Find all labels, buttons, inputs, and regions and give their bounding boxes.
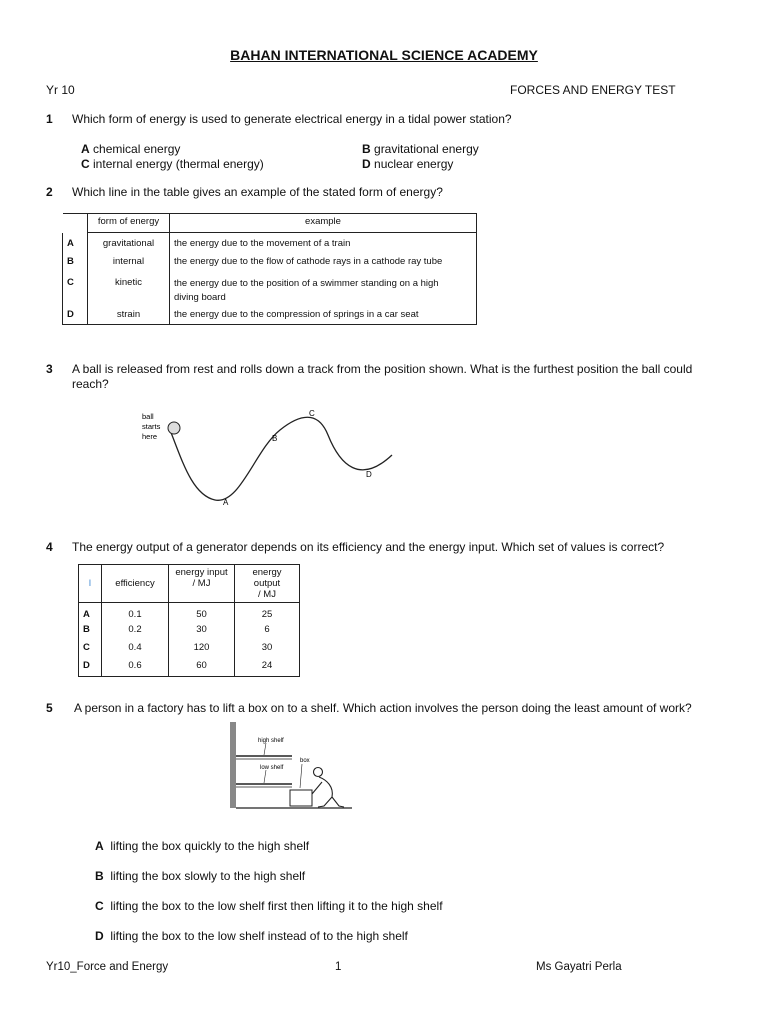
option-letter: D	[95, 929, 104, 943]
option-text: internal energy (thermal energy)	[93, 157, 264, 171]
question-text-4: The energy output of a generator depends on its efficiency and the energy input. Which set of values is correct?	[72, 540, 665, 554]
question-number-3: 3	[46, 362, 53, 376]
question-number-4: 4	[46, 540, 53, 554]
low-shelf-label: low shelf	[260, 765, 284, 771]
box-label: box	[300, 758, 310, 764]
high-shelf-label: high shelf	[258, 738, 284, 744]
row-efficiency: 0.4	[102, 640, 169, 658]
row-output: 30	[235, 640, 300, 658]
table-row	[63, 307, 477, 325]
row-form: strain	[88, 307, 170, 325]
row-input: 50	[169, 603, 235, 623]
option-text: lifting the box to the low shelf instead of to the high shelf	[110, 929, 408, 943]
row-letter: A	[63, 233, 88, 254]
question-number-1: 1	[46, 112, 53, 126]
table-row	[79, 658, 300, 676]
row-efficiency: 0.6	[102, 658, 169, 676]
row-form: gravitational	[88, 233, 170, 254]
row-example: the energy due to the compression of springs in a car seat	[170, 307, 477, 325]
year-label: Yr 10	[46, 83, 75, 97]
shelf-diagram	[222, 722, 354, 812]
start-label-line1: ball	[142, 412, 154, 421]
row-efficiency: 0.2	[102, 622, 169, 640]
point-label-a: A	[223, 498, 229, 507]
option-letter: B	[362, 142, 371, 156]
row-input: 60	[169, 658, 235, 676]
question-text-5: A person in a factory has to lift a box on to a shelf. Which action involves the person doing the least amount of work?	[74, 701, 692, 715]
row-example: the energy due to the movement of a train	[170, 233, 477, 254]
row-form: internal	[88, 254, 170, 275]
table-row	[79, 603, 300, 623]
generator-table	[78, 564, 300, 677]
row-letter: C	[79, 640, 102, 658]
option-text: lifting the box slowly to the high shelf	[110, 869, 306, 883]
question-text-2: Which line in the table gives an example of the stated form of energy?	[72, 185, 443, 199]
q1-option-d	[362, 157, 453, 171]
question-text-1: Which form of energy is used to generate electrical energy in a tidal power station?	[72, 112, 512, 126]
row-input: 120	[169, 640, 235, 658]
q1-option-a	[81, 142, 180, 156]
ball-track-diagram	[130, 400, 410, 515]
row-input: 30	[169, 622, 235, 640]
row-letter: B	[63, 254, 88, 275]
row-letter: A	[79, 603, 102, 623]
q5-option-c	[95, 899, 443, 913]
row-output: 6	[235, 622, 300, 640]
option-letter: A	[81, 142, 90, 156]
start-label-line3: here	[142, 432, 158, 441]
option-text: nuclear energy	[374, 157, 454, 171]
option-letter: B	[95, 869, 104, 883]
track-curve	[170, 417, 392, 500]
person-lifting-icon	[312, 768, 344, 808]
row-example: the energy due to the position of a swimmer standing on a high diving board	[170, 275, 477, 307]
table-row	[63, 275, 477, 307]
q5-option-d	[95, 929, 408, 943]
row-letter: D	[63, 307, 88, 325]
col-header-input: energy input / MJ	[169, 565, 235, 603]
test-title: FORCES AND ENERGY TEST	[510, 83, 676, 97]
row-efficiency: 0.1	[102, 603, 169, 623]
box-icon	[290, 790, 312, 806]
row-example: the energy due to the flow of cathode rays in a cathode ray tube	[170, 254, 477, 275]
question-text-3: A ball is released from rest and rolls down a track from the position shown. What is the furthest position the ball could reach?	[72, 362, 693, 391]
option-letter: C	[95, 899, 104, 913]
col-header-example: example	[170, 214, 477, 233]
point-label-d: D	[366, 470, 372, 479]
ball-icon	[168, 422, 180, 434]
wall	[230, 722, 236, 808]
q1-option-b	[362, 142, 479, 156]
table-row	[63, 233, 477, 254]
footer-teacher: Ms Gayatri Perla	[536, 961, 622, 973]
page-number: 1	[335, 961, 342, 973]
energy-forms-table	[62, 213, 477, 325]
q5-option-b	[95, 869, 305, 883]
start-label-line2: starts	[142, 422, 161, 431]
row-letter: B	[79, 622, 102, 640]
row-output: 25	[235, 603, 300, 623]
point-label-c: C	[309, 409, 315, 418]
option-text: chemical energy	[93, 142, 181, 156]
question-number-5: 5	[46, 701, 53, 715]
option-letter: D	[362, 157, 371, 171]
question-number-2: 2	[46, 185, 53, 199]
school-title: BAHAN INTERNATIONAL SCIENCE ACADEMY	[230, 47, 538, 63]
table-row	[79, 622, 300, 640]
option-text: lifting the box to the low shelf first then lifting it to the high shelf	[110, 899, 443, 913]
option-text: gravitational energy	[374, 142, 479, 156]
point-label-b: B	[272, 434, 278, 443]
col-header-output: energy output / MJ	[235, 565, 300, 603]
option-letter: C	[81, 157, 90, 171]
col-header-form: form of energy	[88, 214, 170, 233]
row-letter: C	[63, 275, 88, 307]
corner-mark: I	[79, 565, 102, 603]
q1-option-c	[81, 157, 264, 171]
footer-course: Yr10_Force and Energy	[46, 961, 169, 973]
row-output: 24	[235, 658, 300, 676]
table-row	[79, 640, 300, 658]
col-header-efficiency: efficiency	[102, 565, 169, 603]
row-form: kinetic	[88, 275, 170, 307]
table-row	[63, 254, 477, 275]
option-text: lifting the box quickly to the high shelf	[110, 839, 310, 853]
row-letter: D	[79, 658, 102, 676]
option-letter: A	[95, 839, 104, 853]
q5-option-a	[95, 839, 309, 853]
